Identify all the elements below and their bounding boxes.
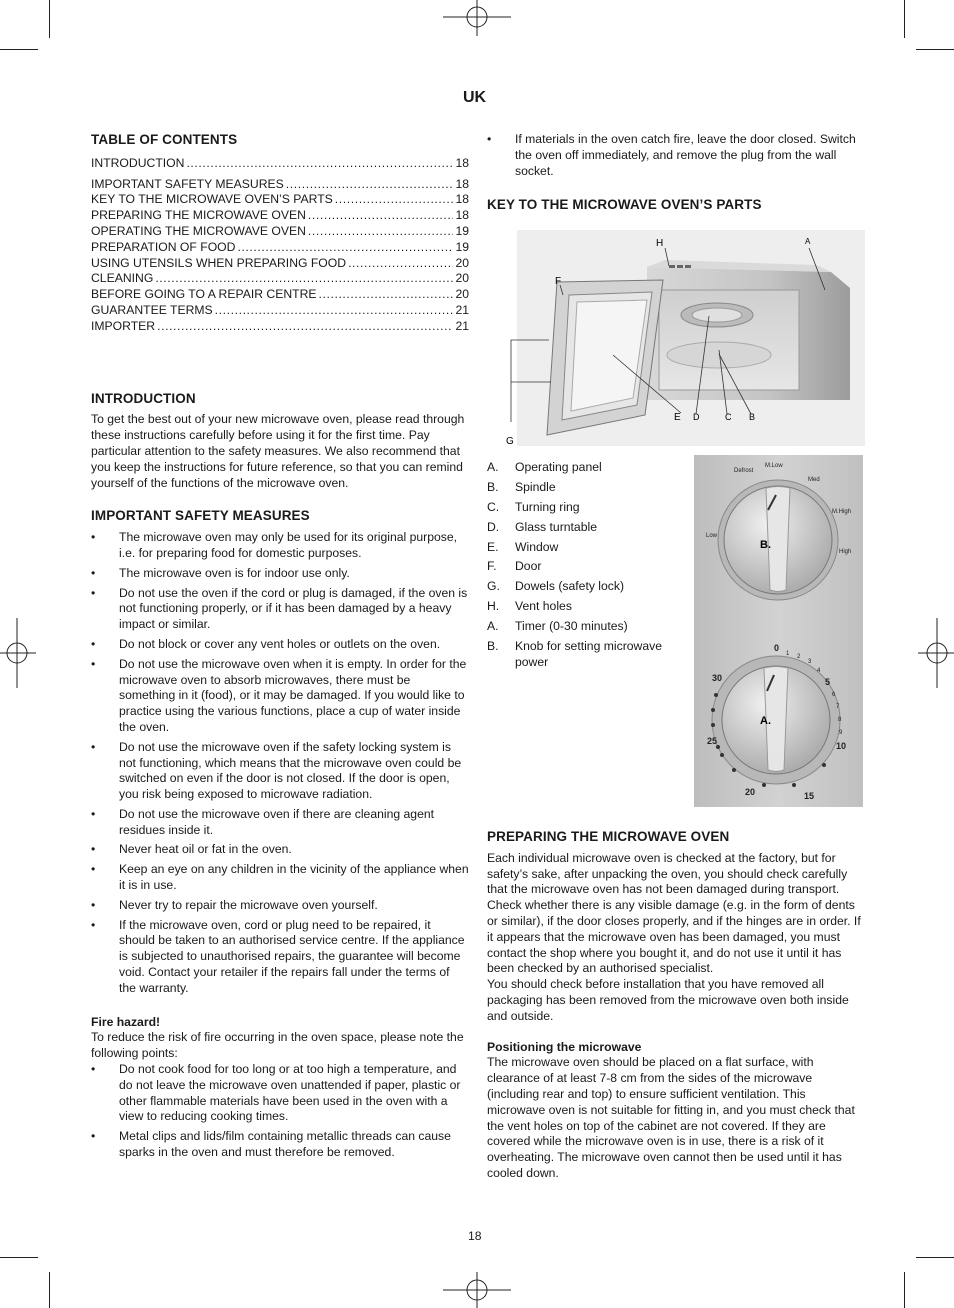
preparing-text-2: You should check before installation that you have removed all packaging has been removed from the microwave oven both inside and outside. <box>487 977 849 1023</box>
toc-leader <box>215 303 454 319</box>
legend-letter: E. <box>487 539 499 554</box>
toc-entry-page: 18 <box>455 192 469 207</box>
legend-text: Spindle <box>515 479 556 494</box>
toc-entry-title: KEY TO THE MICROWAVE OVEN’S PARTS <box>91 192 333 207</box>
legend-text: Turning ring <box>515 499 580 514</box>
list-item: • Never try to repair the microwave oven yourself. <box>91 898 469 914</box>
intro-text: To get the best out of your new microwave oven, please read through these instructions carefully before using it for the first time. Pay particular attention to the safety measures. We also recommend that you keep the instructions for future reference, so that you can remind yourself of the functions of the microwave oven. <box>91 412 465 490</box>
safety-heading: IMPORTANT SAFETY MEASURES <box>91 508 310 524</box>
toc-leader <box>308 224 454 240</box>
list-item: • If materials in the oven catch fire, leave the door closed. Switch the oven off immediately, and remove the plug from the wall socket. <box>487 132 865 179</box>
fire-list <box>91 1062 469 1161</box>
toc-entry-page: 19 <box>455 239 469 254</box>
toc-entry-title: INTRODUCTION <box>91 155 185 170</box>
parts-heading: KEY TO THE MICROWAVE OVEN’S PARTS <box>487 197 762 213</box>
list-item: • Do not use the microwave oven if the safety locking system is not functioning, which means that the microwave oven could be switched on even if the door is not closed. If the door is open, you risk being exposed to microwave radiation. <box>91 740 469 803</box>
timer-label-1: 1 <box>786 651 790 657</box>
registration-mark-bottom <box>443 1272 513 1308</box>
legend-item <box>487 559 687 575</box>
list-item: • The microwave oven is for indoor use only. <box>91 566 469 582</box>
legend-text: Window <box>515 539 559 554</box>
toc-leader <box>155 271 453 287</box>
table-of-contents <box>91 156 469 335</box>
fire-list-continued <box>487 132 865 179</box>
toc-entry <box>91 319 469 335</box>
microwave-oven-figure <box>487 230 865 448</box>
crop-mark <box>0 49 38 50</box>
registration-mark-top <box>443 0 513 38</box>
power-label-high: High <box>839 549 852 555</box>
timer-label-10: 10 <box>836 741 847 751</box>
toc-entry-page: 18 <box>455 208 469 223</box>
crop-mark <box>49 1272 50 1308</box>
legend-text: Door <box>515 559 542 574</box>
toc-entry-title: GUARANTEE TERMS <box>91 302 213 317</box>
page-number: 18 <box>468 1229 482 1243</box>
list-item: • Do not use the oven if the cord or plug is damaged, if the oven is not functioning properly, or if it has been damaged by a heavy impact or similar. <box>91 586 469 633</box>
timer-label-4: 4 <box>817 668 821 674</box>
toc-entry-title: BEFORE GOING TO A REPAIR CENTRE <box>91 287 317 302</box>
legend-text: Operating panel <box>515 460 602 474</box>
legend-letter: A. <box>487 460 499 474</box>
fire-intro: To reduce the risk of fire occurring in the oven space, please note the following points: <box>91 1030 464 1061</box>
legend-item <box>487 540 687 556</box>
toc-heading: TABLE OF CONTENTS <box>91 132 238 147</box>
toc-entry-title: IMPORTANT SAFETY MEASURES <box>91 176 284 191</box>
crop-mark <box>904 0 905 38</box>
left-column <box>91 132 469 1165</box>
crop-mark <box>904 1272 905 1308</box>
toc-leader <box>308 208 454 224</box>
timer-label-7: 7 <box>836 704 840 710</box>
legend-letter: B. <box>487 639 499 654</box>
timer-label-20: 20 <box>745 787 756 797</box>
toc-entry <box>91 256 469 272</box>
toc-entry-title: CLEANING <box>91 271 154 286</box>
list-item: • The microwave oven may only be used for its original purpose, i.e. for preparing food for domestic purposes. <box>91 530 469 562</box>
crop-mark <box>49 0 50 38</box>
figure-label-d: D <box>693 412 700 422</box>
positioning-heading: Positioning the microwave <box>487 1039 642 1054</box>
toc-entry <box>91 271 469 287</box>
timer-label-5: 5 <box>825 677 831 687</box>
legend-item <box>487 619 687 635</box>
toc-leader <box>319 287 454 303</box>
legend-item <box>487 500 687 516</box>
legend-letter: H. <box>487 599 500 614</box>
figure-label-c: C <box>725 412 732 422</box>
toc-entry-title: OPERATING THE MICROWAVE OVEN <box>91 223 306 238</box>
toc-entry-title: USING UTENSILS WHEN PREPARING FOOD <box>91 255 347 270</box>
power-label-low: Low <box>706 533 718 539</box>
toc-leader <box>348 256 453 272</box>
toc-entry <box>91 177 469 193</box>
list-item: • Do not use the microwave oven if there are cleaning agent residues inside it. <box>91 807 469 839</box>
crop-mark <box>916 1257 954 1258</box>
timer-label-0: 0 <box>774 643 780 653</box>
legend-letter: B. <box>487 479 499 494</box>
figure-label-g: G <box>506 436 514 447</box>
power-label-defrost: Defrost <box>734 468 754 474</box>
toc-entry <box>91 240 469 256</box>
legend-letter: A. <box>487 619 499 634</box>
list-item: • Do not cook food for too long or at too high a temperature, and do not leave the microwave oven unattended if paper, plastic or other flammable materials have been used in the oven with a view to reducing cooking times. <box>91 1062 469 1125</box>
toc-entry-page: 18 <box>455 155 469 170</box>
safety-list <box>91 530 469 997</box>
toc-entry-page: 21 <box>455 302 469 317</box>
power-knob-label: B. <box>760 539 771 551</box>
list-item: • If the microwave oven, cord or plug need to be repaired, it should be taken to an authorised service centre. If the appliance is subjected to unauthorised repairs, the guarantee will become void. Contact your retailer if the repairs fall under the terms of the warranty. <box>91 918 469 997</box>
legend-item <box>487 639 687 671</box>
preparing-heading: PREPARING THE MICROWAVE OVEN <box>487 829 730 844</box>
toc-entry <box>91 156 469 172</box>
toc-entry-title: PREPARATION OF FOOD <box>91 239 236 254</box>
legend-text: Knob for setting microwave power <box>515 639 662 669</box>
toc-leader <box>157 319 453 335</box>
language-header: UK <box>463 89 487 106</box>
registration-mark-right <box>916 618 954 688</box>
control-panel-figure <box>694 455 863 807</box>
toc-entry <box>91 287 469 303</box>
toc-leader <box>186 156 453 172</box>
legend-item <box>487 520 687 536</box>
toc-entry-title: PREPARING THE MICROWAVE OVEN <box>91 208 306 223</box>
parts-legend <box>487 460 687 671</box>
toc-leader <box>237 240 453 256</box>
toc-entry <box>91 224 469 240</box>
figure-label-a: A <box>805 237 811 246</box>
legend-text: Timer (0-30 minutes) <box>515 619 628 634</box>
toc-entry-page: 18 <box>455 176 469 191</box>
legend-letter: F. <box>487 559 497 574</box>
legend-item <box>487 599 687 615</box>
toc-entry <box>91 192 469 208</box>
list-item: • Keep an eye on any children in the vicinity of the appliance when it is in use. <box>91 862 469 894</box>
toc-entry-page: 20 <box>455 255 469 270</box>
legend-text: Dowels (safety lock) <box>515 579 625 594</box>
toc-entry-page: 20 <box>455 287 469 302</box>
timer-label-9: 9 <box>839 730 843 736</box>
positioning-text: The microwave oven should be placed on a flat surface, with clearance of at least 7-8 cm from the sides of the microwave (including rear and top) to ensure sufficient ventilation. This microwave oven is not suitable for fitting in, and you must check that the vent holes on top of the cabinet are not covered. If they are covered while the microwave oven is in use, there is a risk of it overheating. The microwave oven cannot then be used until it has cooled down. <box>487 1055 855 1180</box>
timer-label-2: 2 <box>797 654 801 660</box>
list-item: • Do not use the microwave oven when it is empty. In order for the microwave oven to absorb microwaves, there must be something in it (food), or it may be damaged. If you would like to practice using the various functions, place a cup of water inside the oven. <box>91 657 469 736</box>
list-item: • Never heat oil or fat in the oven. <box>91 842 469 858</box>
legend-item <box>487 460 687 476</box>
figure-label-h: H <box>656 238 664 249</box>
toc-entry-page: 19 <box>455 223 469 238</box>
intro-heading: INTRODUCTION <box>91 390 196 406</box>
figure-label-f: F <box>555 276 562 287</box>
parts-legend-column <box>487 460 687 675</box>
right-column <box>487 132 865 213</box>
crop-mark <box>916 49 954 50</box>
crop-mark <box>0 1257 38 1258</box>
fire-heading: Fire hazard! <box>91 1014 161 1029</box>
toc-leader <box>286 177 454 193</box>
timer-knob-label: A. <box>760 715 771 727</box>
preparing-section <box>487 829 865 1182</box>
figure-label-e: E <box>674 412 681 423</box>
toc-entry <box>91 208 469 224</box>
legend-item <box>487 480 687 496</box>
timer-label-8: 8 <box>838 717 842 723</box>
toc-entry-page: 20 <box>455 271 469 286</box>
toc-entry <box>91 303 469 319</box>
figure-label-b: B <box>749 412 756 422</box>
list-item: • Do not block or cover any vent holes or outlets on the oven. <box>91 637 469 653</box>
legend-letter: D. <box>487 519 500 534</box>
legend-text: Glass turntable <box>515 519 597 534</box>
toc-leader <box>335 192 454 208</box>
timer-label-15: 15 <box>804 791 815 801</box>
timer-label-30: 30 <box>712 673 723 683</box>
timer-label-6: 6 <box>832 692 836 698</box>
legend-letter: C. <box>487 499 500 514</box>
power-label-mlow: M.Low <box>765 463 783 469</box>
timer-label-25: 25 <box>707 736 718 746</box>
registration-mark-left <box>0 618 38 688</box>
toc-entry-title: IMPORTER <box>91 318 156 333</box>
timer-label-3: 3 <box>808 659 812 665</box>
list-item: • Metal clips and lids/film containing metallic threads can cause sparks in the oven and must therefore be removed. <box>91 1129 469 1161</box>
preparing-text-1: Each individual microwave oven is checked at the factory, but for safety’s sake, after unpacking the oven, you should check carefully that the microwave oven has not been damaged during transport. Check whether there is any visible damage (e.g. in the form of dents or similar), if the door closes properly, and if the hinges are in order. If it appears that the microwave oven has been damaged, you must contact the shop where you bought it, and do not use it until it has been checked by an authorised specialist. <box>487 850 861 976</box>
legend-item <box>487 579 687 595</box>
power-label-mhigh: M.High <box>832 509 852 515</box>
toc-entry-page: 21 <box>455 318 469 333</box>
power-label-med: Med <box>808 477 820 483</box>
legend-text: Vent holes <box>515 599 572 614</box>
legend-letter: G. <box>487 579 500 594</box>
